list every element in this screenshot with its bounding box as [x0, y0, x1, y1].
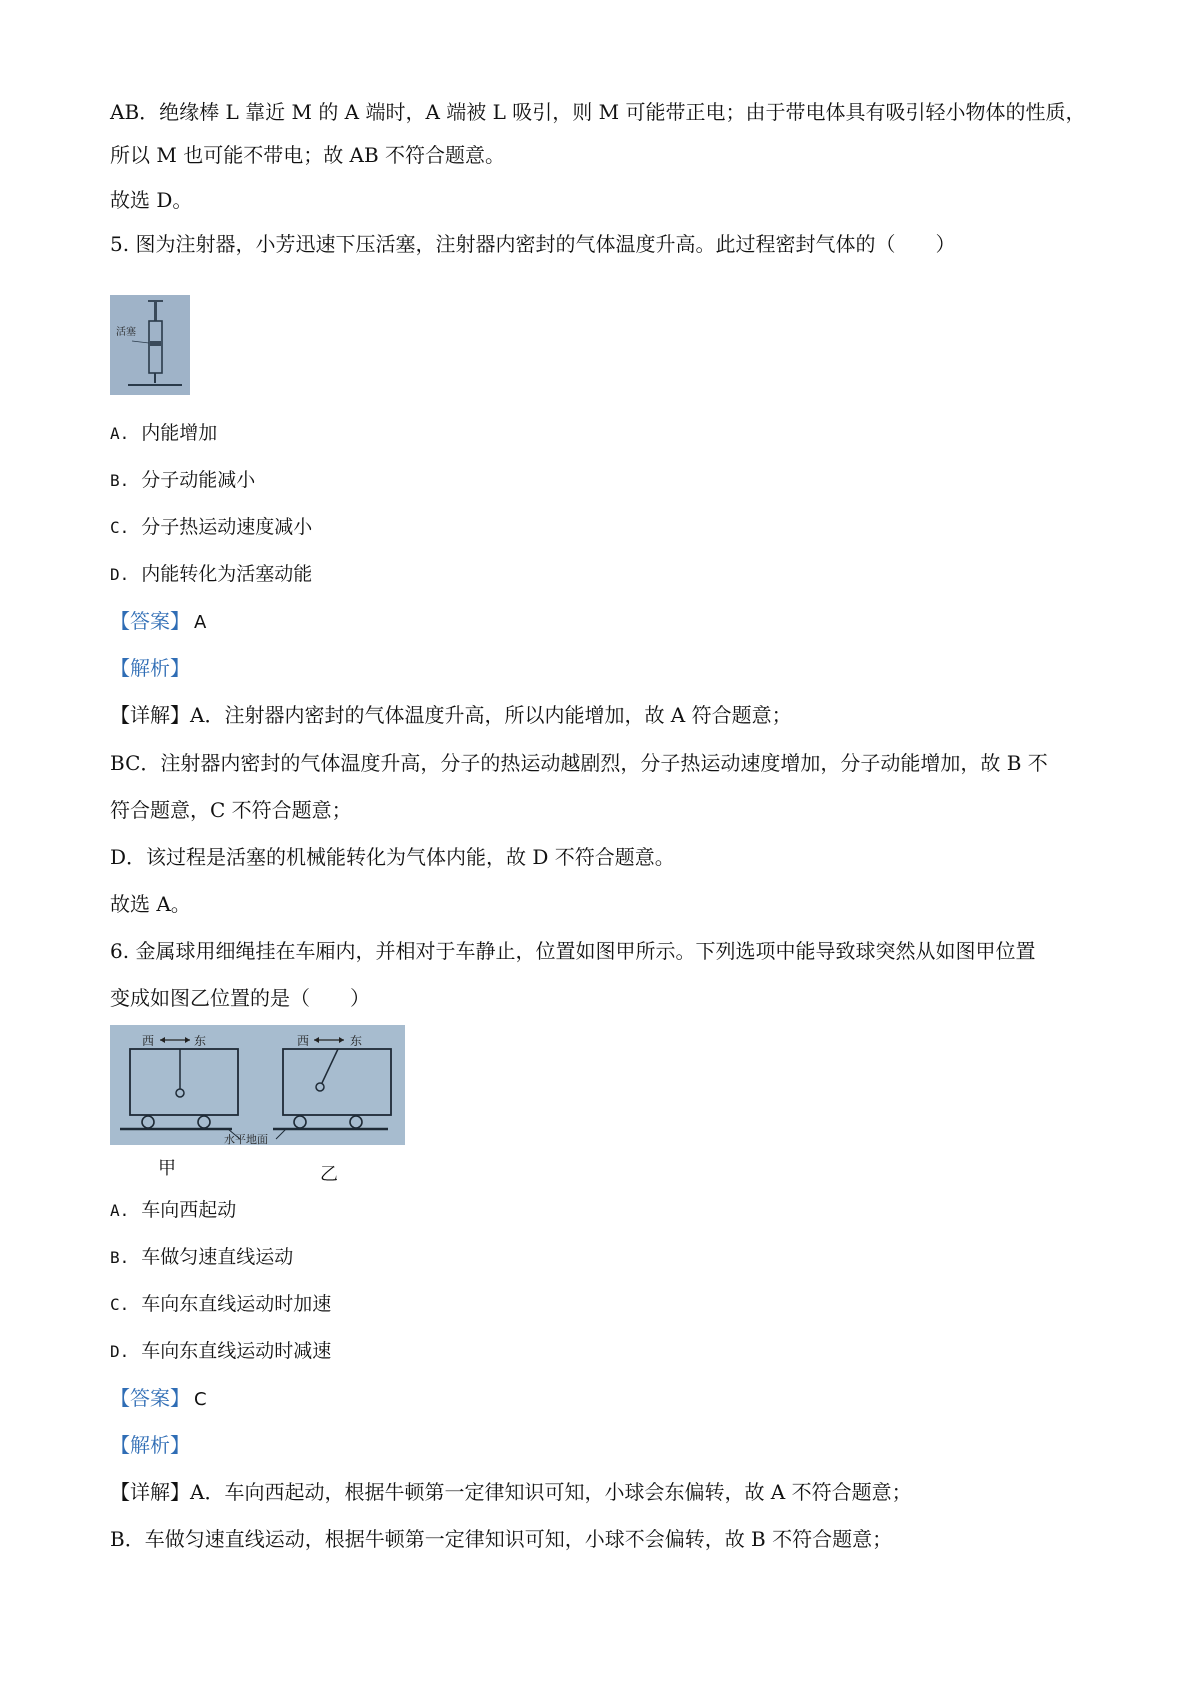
q5-choose: 故选 A。: [110, 892, 191, 916]
q6-analysis-tag: 【解析】: [110, 1433, 190, 1457]
q6-detail-1: 【详解】A．车向西起动，根据牛顿第一定律知识可知，小球会东偏转，故 A 不符合题意；: [110, 1480, 912, 1504]
q5-option-b: B. 分子动能减小: [110, 469, 256, 491]
answer-value: A: [194, 612, 207, 633]
q6-answer: [110, 1383, 1104, 1415]
q6-stem-line1: 6. 金属球用细绳挂在车厢内，并相对于车静止，位置如图甲所示。下列选项中能导致球突然从如图甲位置: [110, 939, 1036, 963]
q5-option-c: C. 分子热运动速度减小: [110, 516, 313, 538]
q5-stem: 5. 图为注射器，小芳迅速下压活塞，注射器内密封的气体温度升高。此过程密封气体的（ ）: [110, 232, 956, 256]
answer-tag: 【答案】: [110, 609, 190, 633]
prev-choose: 故选 D。: [110, 188, 193, 212]
car-b-east-label: 东: [350, 1034, 363, 1048]
piston: [150, 341, 161, 346]
q5-option-d: D. 内能转化为活塞动能: [110, 563, 313, 585]
q6-option-a: A. 车向西起动: [110, 1199, 237, 1221]
answer-tag: 【答案】: [110, 1386, 190, 1410]
syringe-figure: [110, 295, 190, 395]
q5-detail-2a: BC．注射器内密封的气体温度升高，分子的热运动越剧烈，分子热运动速度增加，分子动能增加，故 B 不: [110, 751, 1048, 775]
q6-option-b: B. 车做匀速直线运动: [110, 1246, 294, 1268]
q6-stem-line2: 变成如图乙位置的是（ ）: [110, 986, 370, 1010]
q5-analysis-tag: 【解析】: [110, 656, 190, 680]
car-pendulum-figure: [110, 1025, 405, 1145]
q5-detail-1: 【详解】A．注射器内密封的气体温度升高，所以内能增加，故 A 符合题意；: [110, 703, 792, 727]
figure-label-jia: 甲: [158, 1158, 176, 1179]
q5-detail-2b: 符合题意，C 不符合题意；: [110, 798, 352, 822]
car-a-east-label: 东: [194, 1034, 207, 1048]
q6-option-d: D. 车向东直线运动时减速: [110, 1340, 332, 1362]
q6-detail-2: B．车做匀速直线运动，根据牛顿第一定律知识可知，小球不会偏转，故 B 不符合题意；: [110, 1527, 893, 1551]
car-a-west-label: 西: [142, 1034, 155, 1048]
prev-analysis-ab-line2: 所以 M 也可能不带电；故 AB 不符合题意。: [110, 143, 506, 167]
car-b-west-label: 西: [297, 1034, 310, 1048]
ground-label: 水平地面: [224, 1133, 268, 1145]
piston-label: 活塞: [116, 327, 136, 338]
answer-value: C: [194, 1389, 207, 1410]
q5-answer: [110, 606, 1104, 638]
q6-option-c: C. 车向东直线运动时加速: [110, 1293, 332, 1315]
plunger-rod: [154, 301, 157, 321]
q5-option-a: A. 内能增加: [110, 422, 218, 444]
figure-label-yi: 乙: [320, 1164, 338, 1185]
prev-analysis-ab-line1: AB．绝缘棒 L 靠近 M 的 A 端时，A 端被 L 吸引，则 M 可能带正电；由于带电体具有吸引轻小物体的性质，: [110, 100, 1086, 124]
q5-detail-3: D．该过程是活塞的机械能转化为气体内能，故 D 不符合题意。: [110, 845, 675, 869]
